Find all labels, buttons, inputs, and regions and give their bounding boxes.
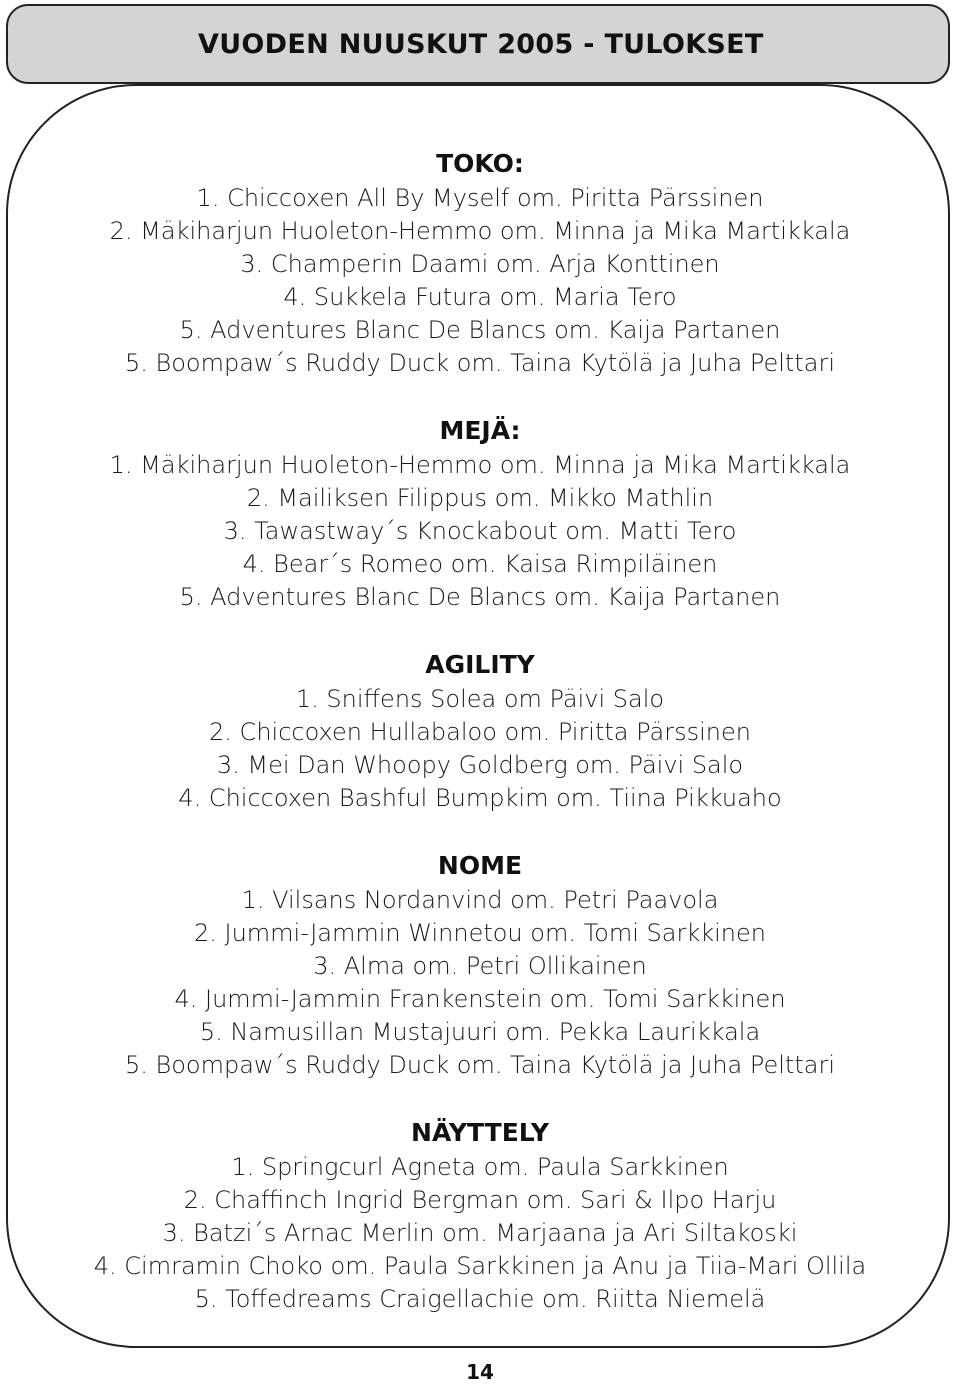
page-number: 14: [466, 1360, 494, 1384]
results-section: [0, 1115, 960, 1316]
result-entry: 2. Mailiksen Filippus om. Mikko Mathlin: [246, 484, 714, 512]
result-entry: 1. Springcurl Agneta om. Paula Sarkkinen: [231, 1153, 729, 1181]
section-heading: NÄYTTELY: [411, 1118, 549, 1147]
result-entry: 5. Namusillan Mustajuuri om. Pekka Laurikkala: [199, 1018, 761, 1046]
result-entry: 3. Mei Dan Whoopy Goldberg om. Päivi Salo: [216, 751, 744, 779]
result-entry: 1. Chiccoxen All By Myself om. Piritta Pärssinen: [196, 184, 764, 212]
title-banner: [6, 4, 950, 84]
result-entry: 2. Jummi-Jammin Winnetou om. Tomi Sarkkinen: [193, 919, 766, 947]
result-entry: 1. Mäkiharjun Huoleton-Hemmo om. Minna ja Mika Martikkala: [109, 451, 851, 479]
result-entry: 3. Batzi´s Arnac Merlin om. Marjaana ja Ari Siltakoski: [162, 1219, 798, 1247]
section-heading: MEJÄ:: [439, 416, 521, 445]
result-entry: 3. Champerin Daami om. Arja Konttinen: [240, 250, 720, 278]
result-entry: 5. Adventures Blanc De Blancs om. Kaija Partanen: [179, 583, 781, 611]
results-content: [0, 146, 960, 1316]
result-entry: 5. Boompaw´s Ruddy Duck om. Taina Kytölä ja Juha Pelttari: [125, 349, 835, 377]
result-entry: 2. Chiccoxen Hullabaloo om. Piritta Pärssinen: [209, 718, 751, 746]
result-entry: 4. Chiccoxen Bashful Bumpkim om. Tiina Pikkuaho: [178, 784, 782, 812]
result-entry: 1. Sniffens Solea om Päivi Salo: [295, 685, 665, 713]
results-section: [0, 647, 960, 815]
result-entry: 4. Jummi-Jammin Frankenstein om. Tomi Sarkkinen: [174, 985, 786, 1013]
result-entry: 2. Chaffinch Ingrid Bergman om. Sari & Ilpo Harju: [183, 1186, 777, 1214]
result-entry: 5. Adventures Blanc De Blancs om. Kaija Partanen: [179, 316, 781, 344]
result-entry: 5. Toffedreams Craigellachie om. Riitta Niemelä: [194, 1285, 766, 1313]
result-entry: 5. Boompaw´s Ruddy Duck om. Taina Kytölä ja Juha Pelttari: [125, 1051, 835, 1079]
page-title: VUODEN NUUSKUT 2005 - TULOKSET: [198, 28, 764, 60]
result-entry: 4. Bear´s Romeo om. Kaisa Rimpiläinen: [242, 550, 718, 578]
results-section: [0, 413, 960, 614]
section-heading: TOKO:: [436, 149, 524, 178]
result-entry: 3. Tawastway´s Knockabout om. Matti Tero: [223, 517, 737, 545]
section-heading: AGILITY: [425, 650, 535, 679]
result-entry: 4. Cimramin Choko om. Paula Sarkkinen ja Anu ja Tiia-Mari Ollila: [93, 1252, 867, 1280]
result-entry: 1. Vilsans Nordanvind om. Petri Paavola: [241, 886, 719, 914]
result-entry: 3. Alma om. Petri Ollikainen: [313, 952, 647, 980]
results-section: [0, 146, 960, 380]
results-section: [0, 848, 960, 1082]
result-entry: 4. Sukkela Futura om. Maria Tero: [283, 283, 677, 311]
result-entry: 2. Mäkiharjun Huoleton-Hemmo om. Minna ja Mika Martikkala: [109, 217, 851, 245]
section-heading: NOME: [437, 851, 523, 880]
